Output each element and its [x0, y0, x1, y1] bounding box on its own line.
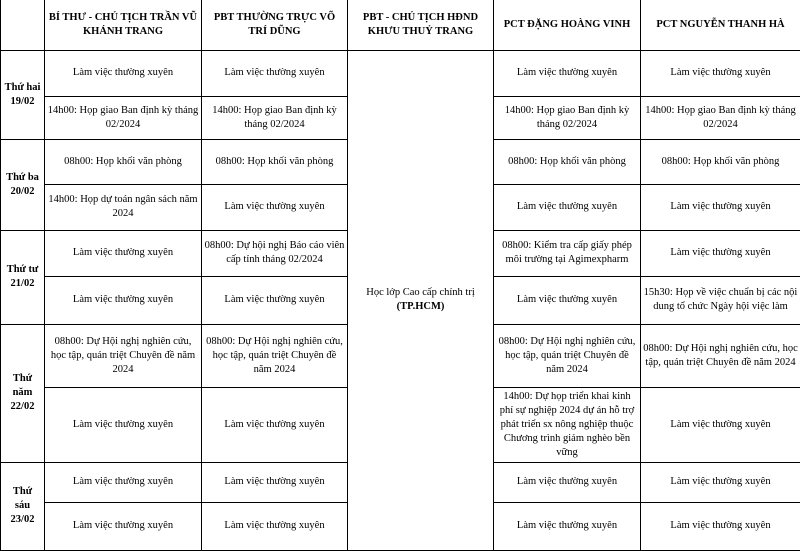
cell: 08h00: Dự Hội nghị nghiên cứu, học tập, quán triệt Chuyên đề năm 2024	[494, 324, 641, 387]
cell: 14h00: Họp dự toán ngân sách năm 2024	[45, 184, 202, 230]
cell: 08h00: Họp khối văn phòng	[494, 139, 641, 184]
cell: 14h00: Họp giao Ban định kỳ tháng 02/2024	[641, 96, 800, 139]
cell: Làm việc thường xuyên	[202, 462, 348, 502]
header-chairman: BÍ THƯ - CHỦ TỊCH TRẦN VŨ KHÁNH TRANG	[45, 0, 202, 50]
header-standing-deputy: PBT THƯỜNG TRỰC VÕ TRÍ DŨNG	[202, 0, 348, 50]
cell: Làm việc thường xuyên	[45, 50, 202, 96]
cell: 08h00: Họp khối văn phòng	[641, 139, 800, 184]
cell: Làm việc thường xuyên	[641, 462, 800, 502]
cell: Làm việc thường xuyên	[45, 502, 202, 550]
header-vice-chair-ha: PCT NGUYỄN THANH HÀ	[641, 0, 800, 50]
cell: 08h00: Dự Hội nghị nghiên cứu, học tập, quán triệt Chuyên đề năm 2024	[641, 324, 800, 387]
cell: Làm việc thường xuyên	[202, 276, 348, 324]
cell: Làm việc thường xuyên	[45, 230, 202, 276]
cell: 14h00: Dự họp triển khai kinh phí sự nghiệp 2024 dự án hỗ trợ phát triển sx nông nghiệp thuộc Chương trình giảm nghèo bền vững	[494, 387, 641, 462]
day-friday: Thứ sáu 23/02	[1, 462, 45, 550]
cell: Làm việc thường xuyên	[494, 50, 641, 96]
cell: 08h00: Họp khối văn phòng	[202, 139, 348, 184]
cell: 14h00: Họp giao Ban định kỳ tháng 02/2024	[202, 96, 348, 139]
header-council-chair: PBT - CHỦ TỊCH HĐND KHƯU THUỶ TRANG	[348, 0, 494, 50]
day-tuesday: Thứ ba 20/02	[1, 139, 45, 230]
table-row	[1, 50, 800, 96]
corner-cell	[1, 0, 45, 50]
cell: Làm việc thường xuyên	[202, 387, 348, 462]
cell: 08h00: Dự Hội nghị nghiên cứu, học tập, quán triệt Chuyên đề năm 2024	[45, 324, 202, 387]
cell: 14h00: Họp giao Ban định kỳ tháng 02/2024	[494, 96, 641, 139]
header-vice-chair-vinh: PCT ĐẶNG HOÀNG VINH	[494, 0, 641, 50]
cell: Làm việc thường xuyên	[641, 230, 800, 276]
council-chair-week-cell: Học lớp Cao cấp chính trị (TP.HCM)	[348, 50, 494, 550]
cell: 15h30: Họp về việc chuẩn bị các nội dung tổ chức Ngày hội việc làm	[641, 276, 800, 324]
cell: 08h00: Dự hội nghị Báo cáo viên cấp tỉnh tháng 02/2024	[202, 230, 348, 276]
cell: 08h00: Kiểm tra cấp giấy phép môi trường tại Agimexpharm	[494, 230, 641, 276]
cell: Làm việc thường xuyên	[45, 462, 202, 502]
day-wednesday: Thứ tư 21/02	[1, 230, 45, 324]
day-monday: Thứ hai 19/02	[1, 50, 45, 139]
cell: Làm việc thường xuyên	[494, 462, 641, 502]
cell: Làm việc thường xuyên	[202, 184, 348, 230]
cell: Làm việc thường xuyên	[641, 184, 800, 230]
cell: Làm việc thường xuyên	[494, 184, 641, 230]
cell: Làm việc thường xuyên	[202, 50, 348, 96]
cell: 08h00: Dự Hội nghị nghiên cứu, học tập, quán triệt Chuyên đề năm 2024	[202, 324, 348, 387]
cell: Làm việc thường xuyên	[494, 276, 641, 324]
cell: Làm việc thường xuyên	[641, 387, 800, 462]
cell: Làm việc thường xuyên	[202, 502, 348, 550]
cell: Làm việc thường xuyên	[641, 502, 800, 550]
cell: Làm việc thường xuyên	[641, 50, 800, 96]
cell: 08h00: Họp khối văn phòng	[45, 139, 202, 184]
day-thursday: Thứ năm 22/02	[1, 324, 45, 462]
header-row	[1, 0, 800, 50]
cell: 14h00: Họp giao Ban định kỳ tháng 02/2024	[45, 96, 202, 139]
cell: Làm việc thường xuyên	[45, 276, 202, 324]
cell: Làm việc thường xuyên	[45, 387, 202, 462]
cell: Làm việc thường xuyên	[494, 502, 641, 550]
